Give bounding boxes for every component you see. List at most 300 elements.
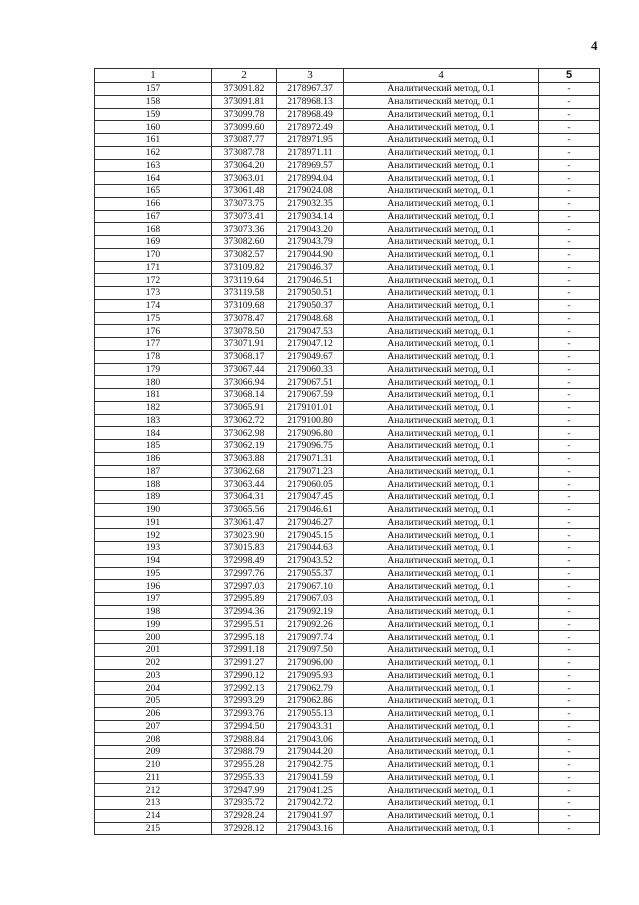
- cell-y-coordinate: 2179060.05: [277, 478, 344, 491]
- cell-x-coordinate: 373078.47: [212, 312, 277, 325]
- cell-description: -: [539, 248, 600, 261]
- cell-x-coordinate: 372991.18: [212, 644, 277, 657]
- table-row: [95, 427, 600, 440]
- cell-method: Аналитический метод, 0.1: [344, 197, 539, 210]
- cell-description: -: [539, 299, 600, 312]
- cell-y-coordinate: 2178972.49: [277, 121, 344, 134]
- cell-x-coordinate: 372955.28: [212, 758, 277, 771]
- cell-method: Аналитический метод, 0.1: [344, 261, 539, 274]
- cell-y-coordinate: 2179046.37: [277, 261, 344, 274]
- cell-method: Аналитический метод, 0.1: [344, 733, 539, 746]
- cell-description: -: [539, 580, 600, 593]
- cell-point-number: 204: [95, 682, 212, 695]
- cell-description: -: [539, 83, 600, 96]
- cell-point-number: 180: [95, 376, 212, 389]
- cell-x-coordinate: 372993.29: [212, 695, 277, 708]
- cell-description: -: [539, 707, 600, 720]
- cell-x-coordinate: 372993.76: [212, 707, 277, 720]
- cell-method: Аналитический метод, 0.1: [344, 172, 539, 185]
- cell-x-coordinate: 373099.78: [212, 108, 277, 121]
- table-row: [95, 414, 600, 427]
- column-header-description: 5: [539, 69, 600, 83]
- cell-description: -: [539, 287, 600, 300]
- column-header-y-coordinate: 3: [277, 69, 344, 83]
- cell-description: -: [539, 121, 600, 134]
- table-row: [95, 248, 600, 261]
- cell-description: -: [539, 95, 600, 108]
- cell-description: -: [539, 503, 600, 516]
- table-row: [95, 822, 600, 835]
- cell-x-coordinate: 373082.60: [212, 236, 277, 249]
- cell-method: Аналитический метод, 0.1: [344, 427, 539, 440]
- table-row: [95, 401, 600, 414]
- cell-x-coordinate: 373065.91: [212, 401, 277, 414]
- cell-y-coordinate: 2179042.75: [277, 758, 344, 771]
- cell-x-coordinate: 372995.89: [212, 593, 277, 606]
- cell-y-coordinate: 2179032.35: [277, 197, 344, 210]
- cell-description: -: [539, 210, 600, 223]
- cell-description: -: [539, 350, 600, 363]
- cell-point-number: 201: [95, 644, 212, 657]
- cell-point-number: 160: [95, 121, 212, 134]
- cell-y-coordinate: 2179024.08: [277, 185, 344, 198]
- cell-description: -: [539, 542, 600, 555]
- cell-y-coordinate: 2179092.26: [277, 618, 344, 631]
- cell-method: Аналитический метод, 0.1: [344, 83, 539, 96]
- cell-description: -: [539, 491, 600, 504]
- table-row: [95, 707, 600, 720]
- cell-method: Аналитический метод, 0.1: [344, 363, 539, 376]
- cell-x-coordinate: 373078.50: [212, 325, 277, 338]
- cell-point-number: 195: [95, 567, 212, 580]
- cell-y-coordinate: 2179043.52: [277, 554, 344, 567]
- table-row: [95, 197, 600, 210]
- cell-point-number: 184: [95, 427, 212, 440]
- table-row: [95, 172, 600, 185]
- cell-point-number: 183: [95, 414, 212, 427]
- cell-x-coordinate: 372947.99: [212, 784, 277, 797]
- table-row: [95, 185, 600, 198]
- cell-x-coordinate: 373062.72: [212, 414, 277, 427]
- cell-x-coordinate: 373066.94: [212, 376, 277, 389]
- cell-description: -: [539, 605, 600, 618]
- cell-method: Аналитический метод, 0.1: [344, 503, 539, 516]
- table-row: [95, 580, 600, 593]
- cell-method: Аналитический метод, 0.1: [344, 656, 539, 669]
- column-header-point-number: 1: [95, 69, 212, 83]
- cell-y-coordinate: 2179045.15: [277, 529, 344, 542]
- cell-y-coordinate: 2179046.27: [277, 516, 344, 529]
- cell-method: Аналитический метод, 0.1: [344, 350, 539, 363]
- table-row: [95, 516, 600, 529]
- cell-point-number: 179: [95, 363, 212, 376]
- cell-description: -: [539, 695, 600, 708]
- cell-description: -: [539, 771, 600, 784]
- cell-point-number: 189: [95, 491, 212, 504]
- cell-method: Аналитический метод, 0.1: [344, 134, 539, 147]
- cell-x-coordinate: 372955.33: [212, 771, 277, 784]
- table-row: [95, 83, 600, 96]
- cell-description: -: [539, 567, 600, 580]
- cell-y-coordinate: 2179043.16: [277, 822, 344, 835]
- cell-point-number: 170: [95, 248, 212, 261]
- cell-point-number: 198: [95, 605, 212, 618]
- table-row: [95, 554, 600, 567]
- cell-method: Аналитический метод, 0.1: [344, 325, 539, 338]
- cell-point-number: 187: [95, 465, 212, 478]
- cell-method: Аналитический метод, 0.1: [344, 669, 539, 682]
- cell-description: -: [539, 134, 600, 147]
- cell-description: -: [539, 108, 600, 121]
- cell-y-coordinate: 2179097.74: [277, 631, 344, 644]
- cell-point-number: 213: [95, 797, 212, 810]
- cell-x-coordinate: 373109.82: [212, 261, 277, 274]
- cell-x-coordinate: 373068.17: [212, 350, 277, 363]
- table-row: [95, 758, 600, 771]
- cell-point-number: 200: [95, 631, 212, 644]
- table-row: [95, 95, 600, 108]
- cell-point-number: 211: [95, 771, 212, 784]
- cell-y-coordinate: 2179097.50: [277, 644, 344, 657]
- cell-y-coordinate: 2179041.25: [277, 784, 344, 797]
- cell-method: Аналитический метод, 0.1: [344, 95, 539, 108]
- cell-y-coordinate: 2178969.57: [277, 159, 344, 172]
- cell-description: -: [539, 656, 600, 669]
- table-row: [95, 797, 600, 810]
- cell-description: -: [539, 274, 600, 287]
- table-row: [95, 720, 600, 733]
- cell-y-coordinate: 2179067.59: [277, 389, 344, 402]
- cell-method: Аналитический метод, 0.1: [344, 797, 539, 810]
- cell-description: -: [539, 376, 600, 389]
- cell-description: -: [539, 325, 600, 338]
- cell-y-coordinate: 2179101.01: [277, 401, 344, 414]
- cell-method: Аналитический метод, 0.1: [344, 605, 539, 618]
- table-row: [95, 809, 600, 822]
- table-row: [95, 146, 600, 159]
- cell-point-number: 163: [95, 159, 212, 172]
- cell-y-coordinate: 2179050.37: [277, 299, 344, 312]
- table-row: [95, 618, 600, 631]
- cell-method: Аналитический метод, 0.1: [344, 401, 539, 414]
- cell-y-coordinate: 2179100.80: [277, 414, 344, 427]
- cell-y-coordinate: 2179046.61: [277, 503, 344, 516]
- table-row: [95, 784, 600, 797]
- cell-point-number: 197: [95, 593, 212, 606]
- cell-y-coordinate: 2179041.59: [277, 771, 344, 784]
- cell-point-number: 161: [95, 134, 212, 147]
- cell-y-coordinate: 2179042.72: [277, 797, 344, 810]
- cell-y-coordinate: 2179049.67: [277, 350, 344, 363]
- cell-description: -: [539, 758, 600, 771]
- cell-method: Аналитический метод, 0.1: [344, 210, 539, 223]
- cell-description: -: [539, 146, 600, 159]
- cell-point-number: 162: [95, 146, 212, 159]
- cell-method: Аналитический метод, 0.1: [344, 440, 539, 453]
- table-row: [95, 210, 600, 223]
- cell-y-coordinate: 2179050.51: [277, 287, 344, 300]
- cell-description: -: [539, 784, 600, 797]
- cell-point-number: 169: [95, 236, 212, 249]
- cell-point-number: 215: [95, 822, 212, 835]
- cell-x-coordinate: 373065.56: [212, 503, 277, 516]
- table-row: [95, 631, 600, 644]
- cell-description: -: [539, 452, 600, 465]
- cell-point-number: 165: [95, 185, 212, 198]
- cell-point-number: 212: [95, 784, 212, 797]
- table-row: [95, 644, 600, 657]
- table-row: [95, 299, 600, 312]
- cell-description: -: [539, 465, 600, 478]
- cell-point-number: 194: [95, 554, 212, 567]
- cell-point-number: 186: [95, 452, 212, 465]
- cell-x-coordinate: 372995.18: [212, 631, 277, 644]
- cell-method: Аналитический метод, 0.1: [344, 236, 539, 249]
- cell-point-number: 175: [95, 312, 212, 325]
- cell-description: -: [539, 554, 600, 567]
- cell-point-number: 206: [95, 707, 212, 720]
- cell-method: Аналитический метод, 0.1: [344, 720, 539, 733]
- cell-method: Аналитический метод, 0.1: [344, 452, 539, 465]
- cell-point-number: 166: [95, 197, 212, 210]
- cell-y-coordinate: 2179047.12: [277, 338, 344, 351]
- table-row: [95, 593, 600, 606]
- cell-x-coordinate: 373063.44: [212, 478, 277, 491]
- cell-point-number: 164: [95, 172, 212, 185]
- cell-x-coordinate: 373061.48: [212, 185, 277, 198]
- table-row: [95, 134, 600, 147]
- cell-x-coordinate: 373063.01: [212, 172, 277, 185]
- cell-method: Аналитический метод, 0.1: [344, 516, 539, 529]
- cell-method: Аналитический метод, 0.1: [344, 121, 539, 134]
- cell-method: Аналитический метод, 0.1: [344, 529, 539, 542]
- cell-x-coordinate: 372928.12: [212, 822, 277, 835]
- cell-x-coordinate: 373082.57: [212, 248, 277, 261]
- cell-method: Аналитический метод, 0.1: [344, 223, 539, 236]
- cell-description: -: [539, 389, 600, 402]
- table-row: [95, 389, 600, 402]
- cell-point-number: 159: [95, 108, 212, 121]
- cell-x-coordinate: 373073.75: [212, 197, 277, 210]
- cell-y-coordinate: 2179044.20: [277, 746, 344, 759]
- table-row: [95, 274, 600, 287]
- table-row: [95, 542, 600, 555]
- cell-x-coordinate: 373091.81: [212, 95, 277, 108]
- table-row: [95, 465, 600, 478]
- cell-method: Аналитический метод, 0.1: [344, 771, 539, 784]
- cell-y-coordinate: 2178971.95: [277, 134, 344, 147]
- cell-description: -: [539, 809, 600, 822]
- table-row: [95, 121, 600, 134]
- cell-point-number: 199: [95, 618, 212, 631]
- cell-method: Аналитический метод, 0.1: [344, 274, 539, 287]
- table-row: [95, 261, 600, 274]
- cell-y-coordinate: 2179096.00: [277, 656, 344, 669]
- table-row: [95, 682, 600, 695]
- cell-method: Аналитический метод, 0.1: [344, 746, 539, 759]
- cell-y-coordinate: 2179043.79: [277, 236, 344, 249]
- table-row: [95, 669, 600, 682]
- cell-x-coordinate: 372988.84: [212, 733, 277, 746]
- table-row: [95, 159, 600, 172]
- cell-description: -: [539, 261, 600, 274]
- table-row: [95, 350, 600, 363]
- cell-method: Аналитический метод, 0.1: [344, 758, 539, 771]
- cell-method: Аналитический метод, 0.1: [344, 287, 539, 300]
- cell-method: Аналитический метод, 0.1: [344, 554, 539, 567]
- cell-point-number: 192: [95, 529, 212, 542]
- cell-description: -: [539, 478, 600, 491]
- cell-x-coordinate: 372994.36: [212, 605, 277, 618]
- cell-method: Аналитический метод, 0.1: [344, 631, 539, 644]
- cell-x-coordinate: 373015.83: [212, 542, 277, 555]
- cell-point-number: 181: [95, 389, 212, 402]
- cell-description: -: [539, 516, 600, 529]
- cell-description: -: [539, 401, 600, 414]
- table-row: [95, 771, 600, 784]
- table-row: [95, 567, 600, 580]
- cell-point-number: 185: [95, 440, 212, 453]
- cell-y-coordinate: 2179067.10: [277, 580, 344, 593]
- table-row: [95, 108, 600, 121]
- cell-x-coordinate: 372928.24: [212, 809, 277, 822]
- cell-method: Аналитический метод, 0.1: [344, 414, 539, 427]
- cell-method: Аналитический метод, 0.1: [344, 682, 539, 695]
- table-body: [95, 83, 600, 835]
- cell-point-number: 158: [95, 95, 212, 108]
- cell-method: Аналитический метод, 0.1: [344, 185, 539, 198]
- cell-point-number: 190: [95, 503, 212, 516]
- table-row: [95, 452, 600, 465]
- table-row: [95, 491, 600, 504]
- cell-description: -: [539, 593, 600, 606]
- cell-y-coordinate: 2179055.37: [277, 567, 344, 580]
- cell-y-coordinate: 2179047.45: [277, 491, 344, 504]
- cell-description: -: [539, 427, 600, 440]
- cell-point-number: 168: [95, 223, 212, 236]
- cell-method: Аналитический метод, 0.1: [344, 108, 539, 121]
- cell-x-coordinate: 373087.77: [212, 134, 277, 147]
- cell-description: -: [539, 529, 600, 542]
- cell-x-coordinate: 372992.13: [212, 682, 277, 695]
- cell-y-coordinate: 2179096.80: [277, 427, 344, 440]
- cell-x-coordinate: 373119.64: [212, 274, 277, 287]
- cell-x-coordinate: 373023.90: [212, 529, 277, 542]
- cell-x-coordinate: 372997.76: [212, 567, 277, 580]
- cell-y-coordinate: 2179041.97: [277, 809, 344, 822]
- cell-method: Аналитический метод, 0.1: [344, 822, 539, 835]
- table-row: [95, 695, 600, 708]
- cell-description: -: [539, 236, 600, 249]
- cell-y-coordinate: 2179055.13: [277, 707, 344, 720]
- table-row: [95, 605, 600, 618]
- table-row: [95, 338, 600, 351]
- cell-description: -: [539, 682, 600, 695]
- cell-point-number: 214: [95, 809, 212, 822]
- cell-description: -: [539, 312, 600, 325]
- cell-x-coordinate: 373071.91: [212, 338, 277, 351]
- cell-description: -: [539, 363, 600, 376]
- cell-y-coordinate: 2178971.11: [277, 146, 344, 159]
- cell-method: Аналитический метод, 0.1: [344, 593, 539, 606]
- cell-method: Аналитический метод, 0.1: [344, 580, 539, 593]
- cell-x-coordinate: 373087.78: [212, 146, 277, 159]
- table-row: [95, 312, 600, 325]
- cell-point-number: 173: [95, 287, 212, 300]
- cell-method: Аналитический метод, 0.1: [344, 389, 539, 402]
- table-row: [95, 236, 600, 249]
- cell-x-coordinate: 372935.72: [212, 797, 277, 810]
- cell-point-number: 191: [95, 516, 212, 529]
- table-row: [95, 440, 600, 453]
- cell-point-number: 196: [95, 580, 212, 593]
- cell-description: -: [539, 631, 600, 644]
- cell-x-coordinate: 373061.47: [212, 516, 277, 529]
- cell-method: Аналитический метод, 0.1: [344, 784, 539, 797]
- cell-point-number: 203: [95, 669, 212, 682]
- cell-x-coordinate: 373119.58: [212, 287, 277, 300]
- cell-x-coordinate: 373109.68: [212, 299, 277, 312]
- cell-description: -: [539, 669, 600, 682]
- cell-point-number: 188: [95, 478, 212, 491]
- cell-method: Аналитический метод, 0.1: [344, 809, 539, 822]
- table-row: [95, 325, 600, 338]
- cell-point-number: 174: [95, 299, 212, 312]
- cell-point-number: 205: [95, 695, 212, 708]
- cell-description: -: [539, 197, 600, 210]
- cell-y-coordinate: 2179071.31: [277, 452, 344, 465]
- cell-point-number: 210: [95, 758, 212, 771]
- cell-point-number: 178: [95, 350, 212, 363]
- cell-point-number: 176: [95, 325, 212, 338]
- cell-y-coordinate: 2179046.51: [277, 274, 344, 287]
- cell-y-coordinate: 2179071.23: [277, 465, 344, 478]
- cell-method: Аналитический метод, 0.1: [344, 478, 539, 491]
- cell-x-coordinate: 372998.49: [212, 554, 277, 567]
- cell-x-coordinate: 372990.12: [212, 669, 277, 682]
- cell-point-number: 207: [95, 720, 212, 733]
- cell-y-coordinate: 2179096.75: [277, 440, 344, 453]
- table-row: [95, 478, 600, 491]
- cell-method: Аналитический метод, 0.1: [344, 618, 539, 631]
- cell-method: Аналитический метод, 0.1: [344, 159, 539, 172]
- cell-description: -: [539, 797, 600, 810]
- column-header-x-coordinate: 2: [212, 69, 277, 83]
- cell-x-coordinate: 373099.60: [212, 121, 277, 134]
- cell-description: -: [539, 172, 600, 185]
- cell-point-number: 202: [95, 656, 212, 669]
- cell-x-coordinate: 373073.41: [212, 210, 277, 223]
- coordinates-table: [94, 68, 600, 835]
- cell-method: Аналитический метод, 0.1: [344, 299, 539, 312]
- table-row: [95, 503, 600, 516]
- cell-y-coordinate: 2179034.14: [277, 210, 344, 223]
- cell-y-coordinate: 2179060.33: [277, 363, 344, 376]
- cell-x-coordinate: 372994.50: [212, 720, 277, 733]
- cell-x-coordinate: 373064.20: [212, 159, 277, 172]
- cell-y-coordinate: 2179095.93: [277, 669, 344, 682]
- cell-point-number: 177: [95, 338, 212, 351]
- cell-y-coordinate: 2179067.03: [277, 593, 344, 606]
- cell-y-coordinate: 2179043.31: [277, 720, 344, 733]
- cell-method: Аналитический метод, 0.1: [344, 567, 539, 580]
- cell-y-coordinate: 2178967.37: [277, 83, 344, 96]
- table-row: [95, 223, 600, 236]
- cell-point-number: 157: [95, 83, 212, 96]
- cell-description: -: [539, 644, 600, 657]
- cell-method: Аналитический метод, 0.1: [344, 248, 539, 261]
- cell-y-coordinate: 2179062.79: [277, 682, 344, 695]
